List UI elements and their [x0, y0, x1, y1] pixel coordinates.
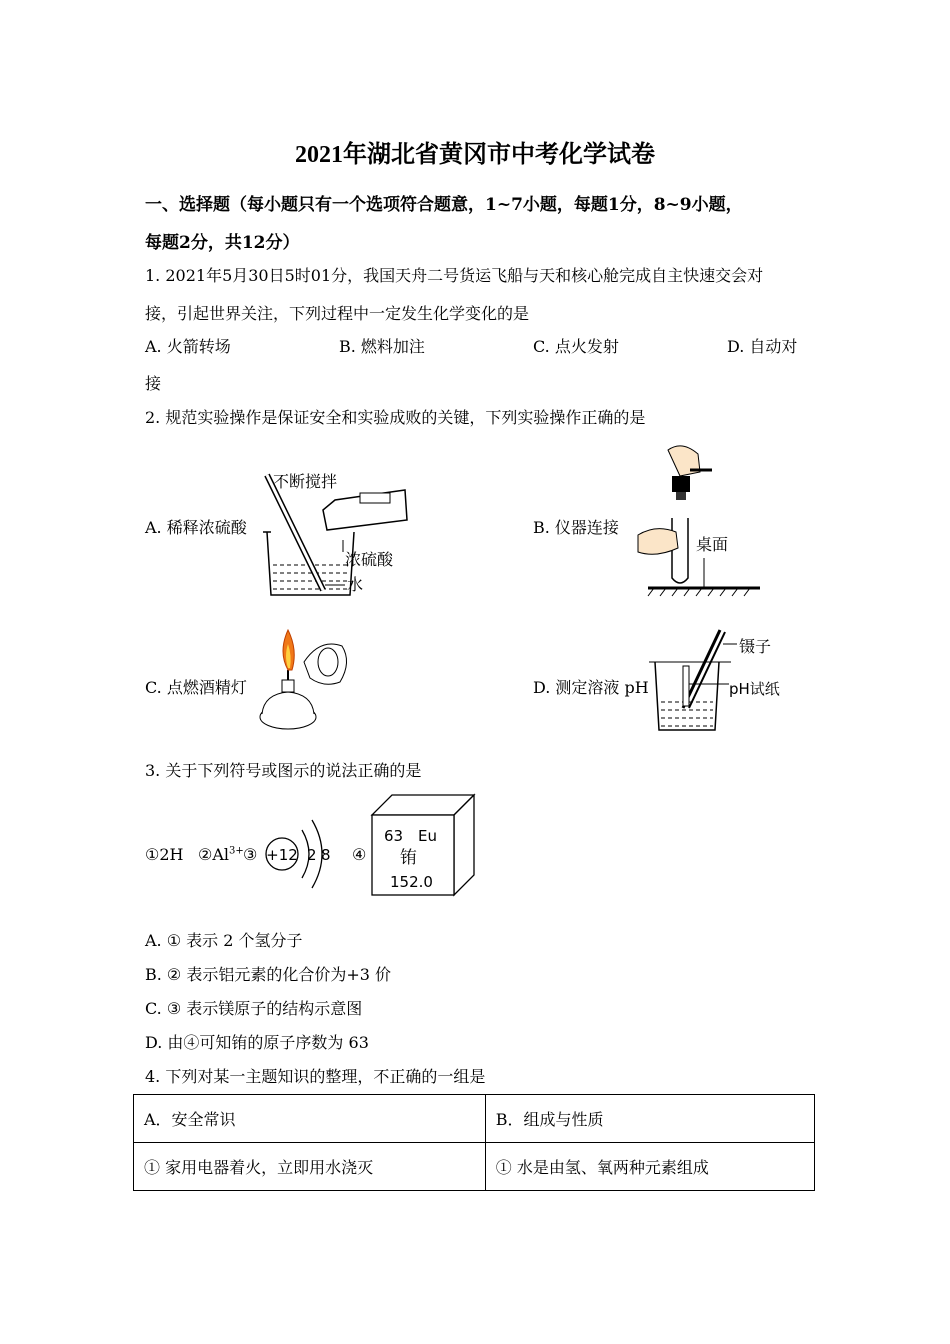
- lamp-lighting-diagram: [248, 622, 358, 737]
- q3-option-c: C. ③ 表示镁原子的结构示意图: [145, 999, 363, 1018]
- q3-symbol-1: ①2H: [145, 845, 184, 864]
- q1-option-b: B. 燃料加注: [339, 337, 425, 356]
- q3-stem: 3. 关于下列符号或图示的说法正确的是: [145, 761, 422, 780]
- table-row: [134, 1143, 815, 1191]
- q1-stem-line2: 接，引起世界关注，下列过程中一定发生化学变化的是: [145, 304, 530, 323]
- table-cell: ① 水是由氢、氧两种元素组成: [485, 1143, 814, 1191]
- q3-symbol-2-charge: 3+: [229, 845, 244, 857]
- section-heading-line1: 一、选择题（每小题只有一个选项符合题意，1~7小题，每题1分，8~9小题，: [145, 195, 743, 215]
- q1-stem-line1: 1. 2021年5月30日5时01分，我国天舟二号货运飞船与天和核心舱完成自主快速交会对: [145, 266, 764, 285]
- q2-option-b-label: B. 仪器连接: [533, 518, 619, 537]
- q3-symbol-4: ④: [352, 845, 367, 864]
- table-row: [134, 1095, 815, 1143]
- q1-option-c: C. 点火发射: [533, 337, 619, 356]
- q1-option-d: D. 自动对: [727, 337, 798, 356]
- element-symbol: Eu: [418, 827, 437, 845]
- shell-1-electrons: 2: [307, 846, 317, 864]
- table-cell: ① 家用电器着火，立即用水浇灭: [134, 1143, 486, 1191]
- ph-paper-label: pH试纸: [729, 680, 780, 698]
- q4-topic-table: [133, 1094, 815, 1191]
- section-heading-line2: 每题2分，共12分）: [145, 233, 300, 253]
- q3-option-a: A. ① 表示 2 个氢分子: [145, 931, 303, 950]
- q1-option-a: A. 火箭转场: [145, 337, 231, 356]
- ph-test-diagram: [645, 622, 795, 737]
- shell-2-electrons: 8: [321, 846, 331, 864]
- water-label: 水: [347, 575, 364, 594]
- q3-symbol-2-text: ②Al: [198, 845, 230, 864]
- q2-stem: 2. 规范实验操作是保证安全和实验成败的关键，下列实验操作正确的是: [145, 408, 646, 427]
- element-mass: 152.0: [390, 873, 433, 891]
- desk-label: 桌面: [696, 535, 729, 554]
- page-title: 2021年湖北省黄冈市中考化学试卷: [295, 142, 655, 168]
- q3-option-b: B. ② 表示铝元素的化合价为+3 价: [145, 965, 392, 984]
- q2-option-c-label: C. 点燃酒精灯: [145, 678, 247, 697]
- instrument-connect-diagram: [620, 440, 770, 610]
- stir-label: 不断搅拌: [273, 472, 338, 491]
- table-cell: A．安全常识: [134, 1095, 486, 1143]
- element-atomic-number: 63: [384, 827, 404, 845]
- dilute-acid-diagram: [255, 460, 415, 600]
- q4-stem: 4. 下列对某一主题知识的整理，不正确的一组是: [145, 1067, 486, 1086]
- q2-option-a-label: A. 稀释浓硫酸: [145, 518, 247, 537]
- q3-symbol-3: ③: [243, 845, 258, 864]
- q3-option-d: D. 由④可知铕的原子序数为 63: [145, 1033, 369, 1052]
- atom-structure-diagram: [262, 812, 342, 894]
- q1-option-d-wrap: 接: [145, 374, 162, 393]
- table-cell: B．组成与性质: [485, 1095, 814, 1143]
- acid-label: 浓硫酸: [345, 550, 394, 569]
- element-card: [370, 793, 480, 897]
- element-name: 铕: [400, 848, 417, 868]
- q3-symbol-2: [198, 845, 244, 864]
- tweezers-label: 镊子: [739, 637, 772, 656]
- nucleus-charge: +12: [266, 846, 298, 864]
- q2-option-d-label: D. 测定溶液 pH: [533, 678, 649, 697]
